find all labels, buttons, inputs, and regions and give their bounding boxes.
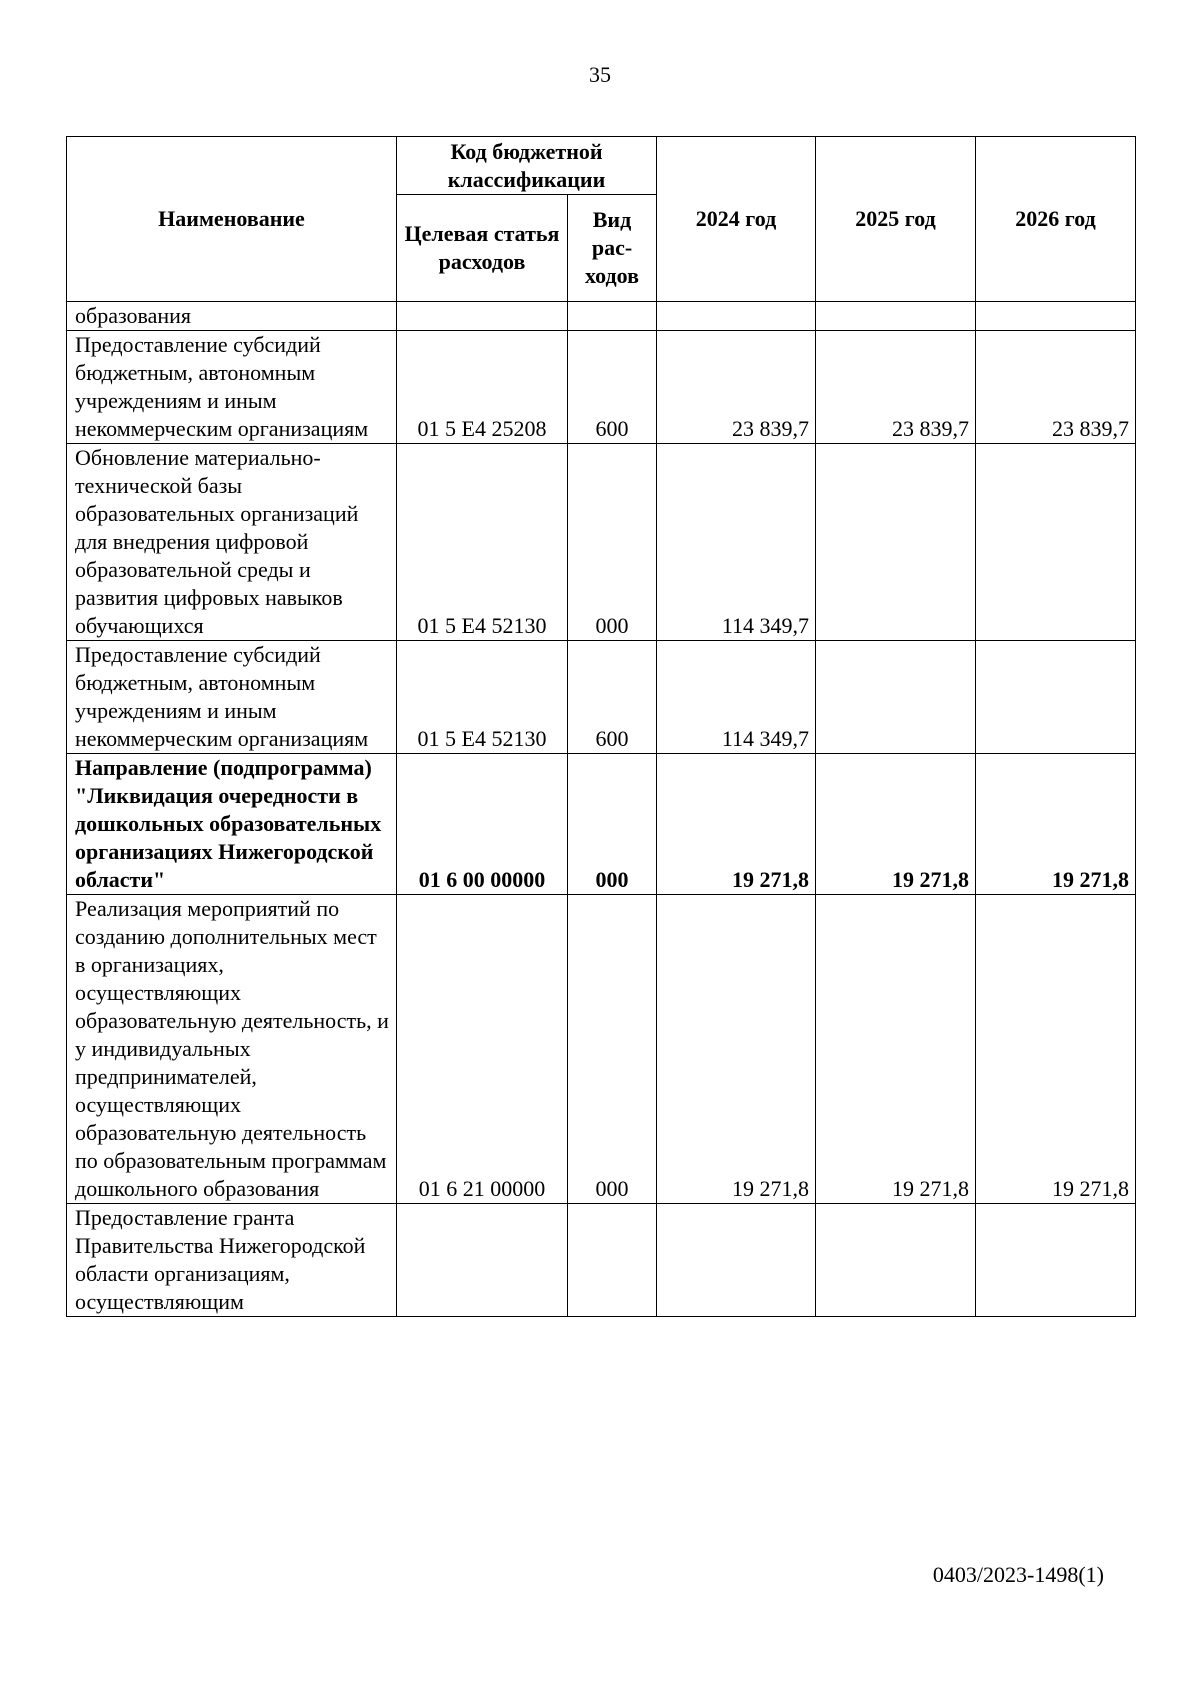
row-target-code: 01 5 E4 52130 [397, 444, 568, 641]
row-name: Предоставление субсидий бюджетным, автономным учреждениям и иным некоммерческим организациям [67, 641, 397, 754]
row-name: образования [67, 302, 397, 331]
header-expense-kind: Вид рас-ходов [568, 195, 657, 302]
header-2026: 2026 год [976, 137, 1136, 302]
row-expense-kind: 600 [568, 641, 657, 754]
row-name: Направление (подпрограмма) "Ликвидация очередности в дошкольных образовательных организациях Нижегородской области" [67, 754, 397, 895]
row-value-2024: 19 271,8 [657, 895, 816, 1204]
header-code-group: Код бюджетной классификации [397, 137, 657, 195]
row-name: Реализация мероприятий по созданию дополнительных мест в организациях, осуществляющих образовательную деятельность, и у индивидуальных предпринимателей, осуществляющих образовательную деятельность по образовательным программам дошкольного образования [67, 895, 397, 1204]
table-row [67, 444, 1136, 641]
row-target-code: 01 6 00 00000 [397, 754, 568, 895]
table-row [67, 302, 1136, 331]
row-expense-kind [568, 1204, 657, 1317]
table-row [67, 895, 1136, 1204]
row-value-2025 [816, 444, 976, 641]
row-name: Предоставление гранта Правительства Нижегородской области организациям, осуществляющим [67, 1204, 397, 1317]
page-number: 35 [589, 62, 611, 87]
table-row [67, 1204, 1136, 1317]
row-target-code [397, 1204, 568, 1317]
row-value-2024: 114 349,7 [657, 444, 816, 641]
row-value-2025 [816, 302, 976, 331]
row-value-2026: 19 271,8 [976, 754, 1136, 895]
row-name: Предоставление субсидий бюджетным, автономным учреждениям и иным некоммерческим организациям [67, 331, 397, 444]
row-value-2025: 23 839,7 [816, 331, 976, 444]
row-value-2024: 19 271,8 [657, 754, 816, 895]
header-2024: 2024 год [657, 137, 816, 302]
row-value-2026 [976, 444, 1136, 641]
row-target-code [397, 302, 568, 331]
row-value-2026 [976, 641, 1136, 754]
row-value-2026: 19 271,8 [976, 895, 1136, 1204]
table-row [67, 641, 1136, 754]
header-name: Наименование [67, 137, 397, 302]
header-2025: 2025 год [816, 137, 976, 302]
row-value-2025: 19 271,8 [816, 754, 976, 895]
row-value-2025 [816, 1204, 976, 1317]
row-target-code: 01 5 E4 25208 [397, 331, 568, 444]
table-body [67, 302, 1136, 1317]
row-value-2026 [976, 302, 1136, 331]
row-value-2025: 19 271,8 [816, 895, 976, 1204]
table-row [67, 331, 1136, 444]
row-target-code: 01 5 E4 52130 [397, 641, 568, 754]
row-name: Обновление материально-технической базы образовательных организаций для внедрения цифровой образовательной среды и развития цифровых навыков обучающихся [67, 444, 397, 641]
table-row [67, 754, 1136, 895]
row-value-2024 [657, 302, 816, 331]
header-target-article: Целевая статья расходов [397, 195, 568, 302]
budget-table [66, 136, 1136, 1317]
row-target-code: 01 6 21 00000 [397, 895, 568, 1204]
row-value-2026 [976, 1204, 1136, 1317]
row-expense-kind: 600 [568, 331, 657, 444]
row-value-2025 [816, 641, 976, 754]
row-value-2026: 23 839,7 [976, 331, 1136, 444]
row-value-2024: 114 349,7 [657, 641, 816, 754]
row-expense-kind: 000 [568, 754, 657, 895]
document-code: 0403/2023-1498(1) [932, 1562, 1104, 1587]
row-expense-kind: 000 [568, 895, 657, 1204]
row-value-2024 [657, 1204, 816, 1317]
row-expense-kind: 000 [568, 444, 657, 641]
row-expense-kind [568, 302, 657, 331]
row-value-2024: 23 839,7 [657, 331, 816, 444]
